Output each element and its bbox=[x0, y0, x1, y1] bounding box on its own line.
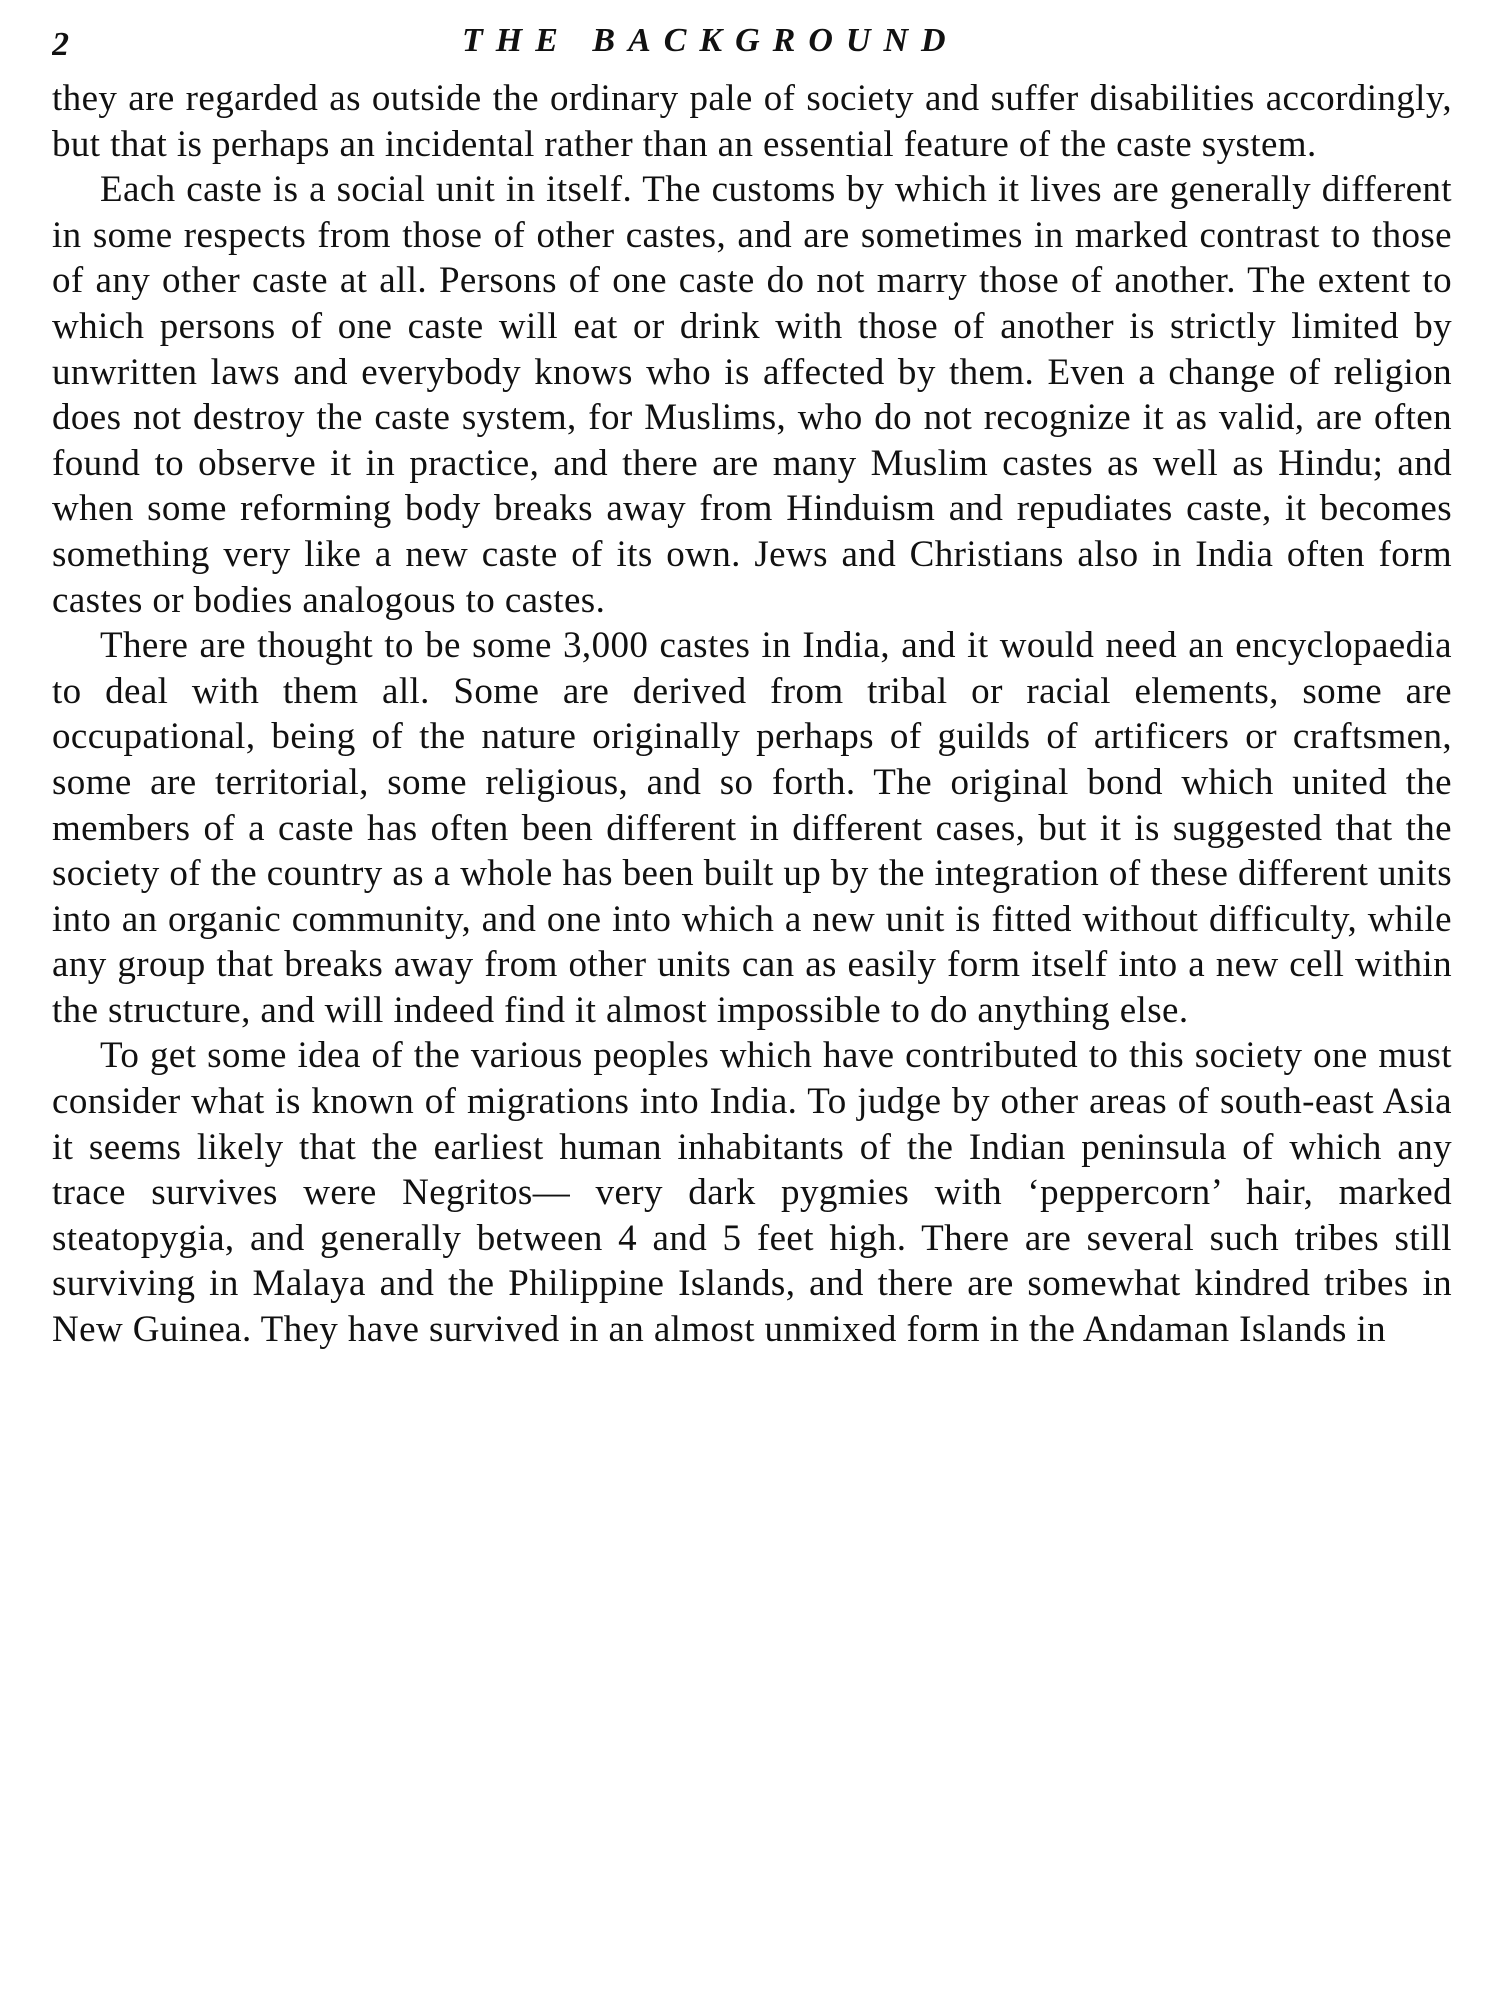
paragraph-number-of-castes: There are thought to be some 3,000 castes in India, and it would need an encyclopaedia to deal with them all. Some are derived from tribal or racial elements, some are occupational, being of the nature originally perhaps of guilds of artificers or craftsmen, some are territorial, some religious, and so forth. The original bond which united the members of a caste has often been different in different cases, but it is suggested that the society of the country as a whole has been built up by the integration of these different units into an organic community, and one into which a new unit is fitted without difficulty, while any group that breaks away from other units can as easily form itself into a new cell within the structure, and will indeed find it almost impossible to do anything else. bbox=[52, 625, 1452, 1031]
paragraph-migrations: To get some idea of the various peoples which have contributed to this society one must consider what is known of migrations into India. To judge by other areas of south-east Asia it seems likely that the earliest human inhabitants of the Indian peninsula of which any trace survives were Negritos— very dark pygmies with ‘peppercorn’ hair, marked steatopygia, and generally between 4 and 5 feet high. There are several such tribes still surviving in Malaya and the Philippine Islands, and there are somewhat kindred tribes in New Guinea. They have survived in an almost unmixed form in the Andaman Islands in bbox=[52, 1035, 1452, 1351]
paragraph-continuation: they are regarded as outside the ordinary pale of society and suffer disabilities accordingly, but that is perhaps an incidental rather than an essential feature of the caste system. bbox=[52, 78, 1452, 165]
body-text bbox=[52, 76, 1452, 1353]
running-head bbox=[52, 22, 1452, 66]
paragraph-caste-social-unit: Each caste is a social unit in itself. The customs by which it lives are generally different in some respects from those of other castes, and are sometimes in marked contrast to those of any other caste at all. Persons of one caste do not marry those of another. The extent to which persons of one caste will eat or drink with those of another is strictly limited by unwritten laws and everybody knows who is affected by them. Even a change of religion does not destroy the caste system, for Muslims, who do not recognize it as valid, are often found to observe it in practice, and there are many Muslim castes as well as Hindu; and when some reforming body breaks away from Hinduism and repudiates caste, it becomes something very like a new caste of its own. Jews and Christians also in India often form castes or bodies analogous to castes. bbox=[52, 169, 1452, 621]
book-page bbox=[52, 22, 1452, 1972]
running-title: THE BACKGROUND bbox=[462, 22, 959, 59]
page-number: 2 bbox=[52, 26, 69, 63]
